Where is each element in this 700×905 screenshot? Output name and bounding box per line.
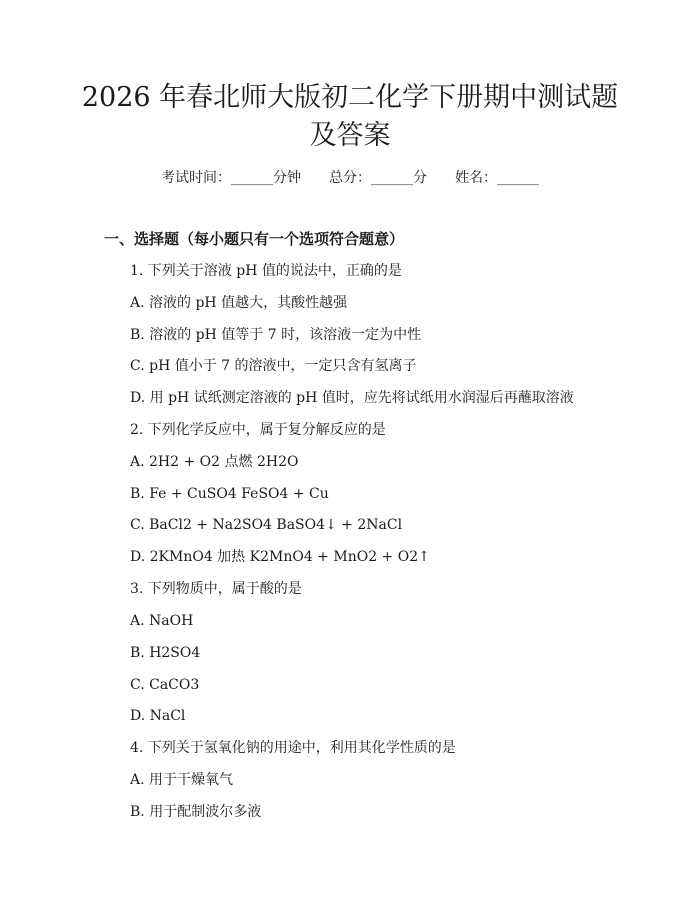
question-3-option-a: A. NaOH <box>130 613 194 629</box>
total-score-field: 总分：______分 <box>329 170 427 186</box>
exam-time-field: 考试时间：______分钟 <box>161 170 301 186</box>
question-2-option-d: D. 2KMnO4 加热 K2MnO4 + MnO2 + O2↑ <box>130 549 430 565</box>
document-title-line-2: 及答案 <box>309 120 391 151</box>
question-1-option-c: C. pH 值小于 7 的溶液中，一定只含有氢离子 <box>130 358 417 374</box>
question-4-option-b: B. 用于配制波尔多液 <box>130 804 262 820</box>
question-1-option-a: A. 溶液的 pH 值越大，其酸性越强 <box>130 295 348 311</box>
question-4: 4. 下列关于氢氧化钠的用途中，利用其化学性质的是 <box>130 740 456 756</box>
name-field: 姓名：______ <box>455 170 539 186</box>
question-4-option-a: A. 用于干燥氧气 <box>130 772 234 788</box>
question-1-option-d: D. 用 pH 试纸测定溶液的 pH 值时，应先将试纸用水润湿后再蘸取溶液 <box>130 390 574 406</box>
question-3-option-c: C. CaCO3 <box>130 677 200 693</box>
question-1-option-b: B. 溶液的 pH 值等于 7 时，该溶液一定为中性 <box>130 327 422 343</box>
document-title-line-1: 2026 年春北师大版初二化学下册期中测试题 <box>81 82 619 113</box>
question-2-option-a: A. 2H2 + O2 点燃 2H2O <box>130 454 299 470</box>
question-2-option-c: C. BaCl2 + Na2SO4 BaSO4↓ + 2NaCl <box>130 517 403 533</box>
question-3-option-b: B. H2SO4 <box>130 645 201 661</box>
question-2-option-b: B. Fe + CuSO4 FeSO4 + Cu <box>130 486 329 502</box>
question-2: 2. 下列化学反应中，属于复分解反应的是 <box>130 422 386 438</box>
question-3-option-d: D. NaCl <box>130 708 186 724</box>
question-1: 1. 下列关于溶液 pH 值的说法中，正确的是 <box>130 263 402 279</box>
exam-info <box>0 168 700 188</box>
question-3: 3. 下列物质中，属于酸的是 <box>130 581 302 597</box>
section-heading-multiple-choice: 一、选择题（每小题只有一个选项符合题意） <box>104 230 405 248</box>
